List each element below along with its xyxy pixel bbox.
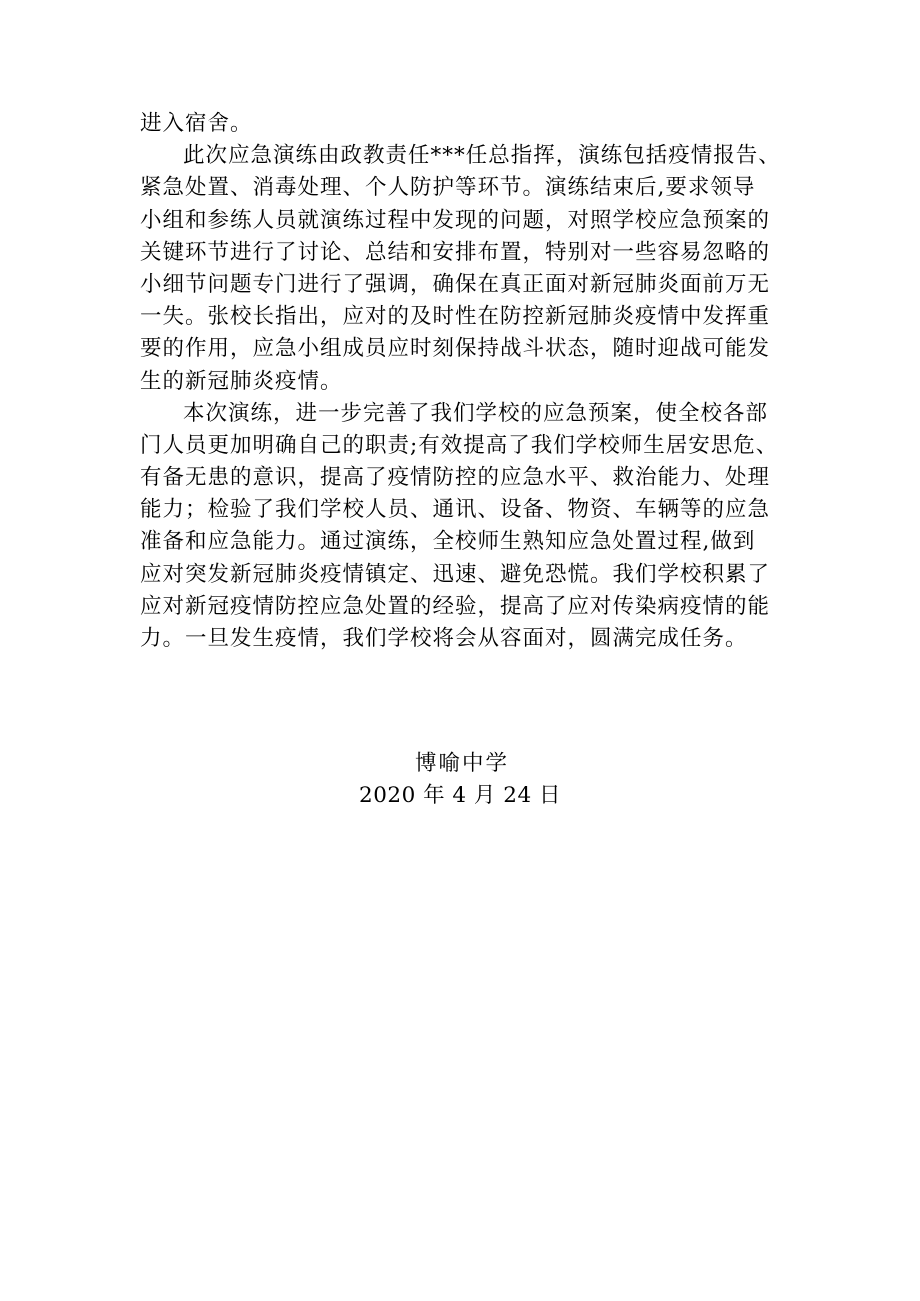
text-line: 紧急处置、消毒处理、个人防护等环节。演练结束后,要求领导 <box>140 175 756 201</box>
signature-organization: 博喻中学 <box>414 751 509 776</box>
document-body <box>140 108 790 655</box>
text-line: 生的新冠肺炎疫情。 <box>140 368 343 394</box>
text-line: 应对突发新冠肺炎疫情镇定、迅速、避免恐慌。我们学校积累了 <box>140 561 771 587</box>
text-line: 应对新冠疫情防控应急处置的经验，提高了应对传染病疫情的能 <box>140 593 771 619</box>
paragraph-drill-summary <box>140 140 790 398</box>
text-line: 本次演练，进一步完善了我们学校的应急预案，使全校各部 <box>183 400 769 426</box>
text-line: 进入宿舍。 <box>140 111 253 136</box>
signature-date: 2020 年 4 月 24 日 <box>359 783 561 808</box>
paragraph-closing-line <box>140 108 790 140</box>
text-line: 此次应急演练由政教责任***任总指挥，演练包括疫情报告、 <box>183 143 781 169</box>
text-line: 一失。张校长指出，应对的及时性在防控新冠肺炎疫情中发挥重 <box>140 304 771 330</box>
text-line: 能力；检验了我们学校人员、通讯、设备、物资、车辆等的应急 <box>140 497 771 523</box>
text-line: 要的作用，应急小组成员应时刻保持战斗状态，随时迎战可能发 <box>140 336 771 362</box>
text-line: 有备无患的意识，提高了疫情防控的应急水平、救治能力、处理 <box>140 465 771 491</box>
text-line: 关键环节进行了讨论、总结和安排布置，特别对一些容易忽略的 <box>140 239 771 265</box>
text-line: 小组和参练人员就演练过程中发现的问题，对照学校应急预案的 <box>140 207 771 233</box>
text-line: 小细节问题专门进行了强调，确保在真正面对新冠肺炎面前万无 <box>140 271 771 297</box>
text-line: 门人员更加明确自己的职责;有效提高了我们学校师生居安思危、 <box>140 432 779 458</box>
text-line: 准备和应急能力。通过演练，全校师生熟知应急处置过程,做到 <box>140 529 756 555</box>
text-line: 力。一旦发生疫情，我们学校将会从容面对，圆满完成任务。 <box>140 626 748 651</box>
paragraph-drill-results <box>140 398 790 656</box>
